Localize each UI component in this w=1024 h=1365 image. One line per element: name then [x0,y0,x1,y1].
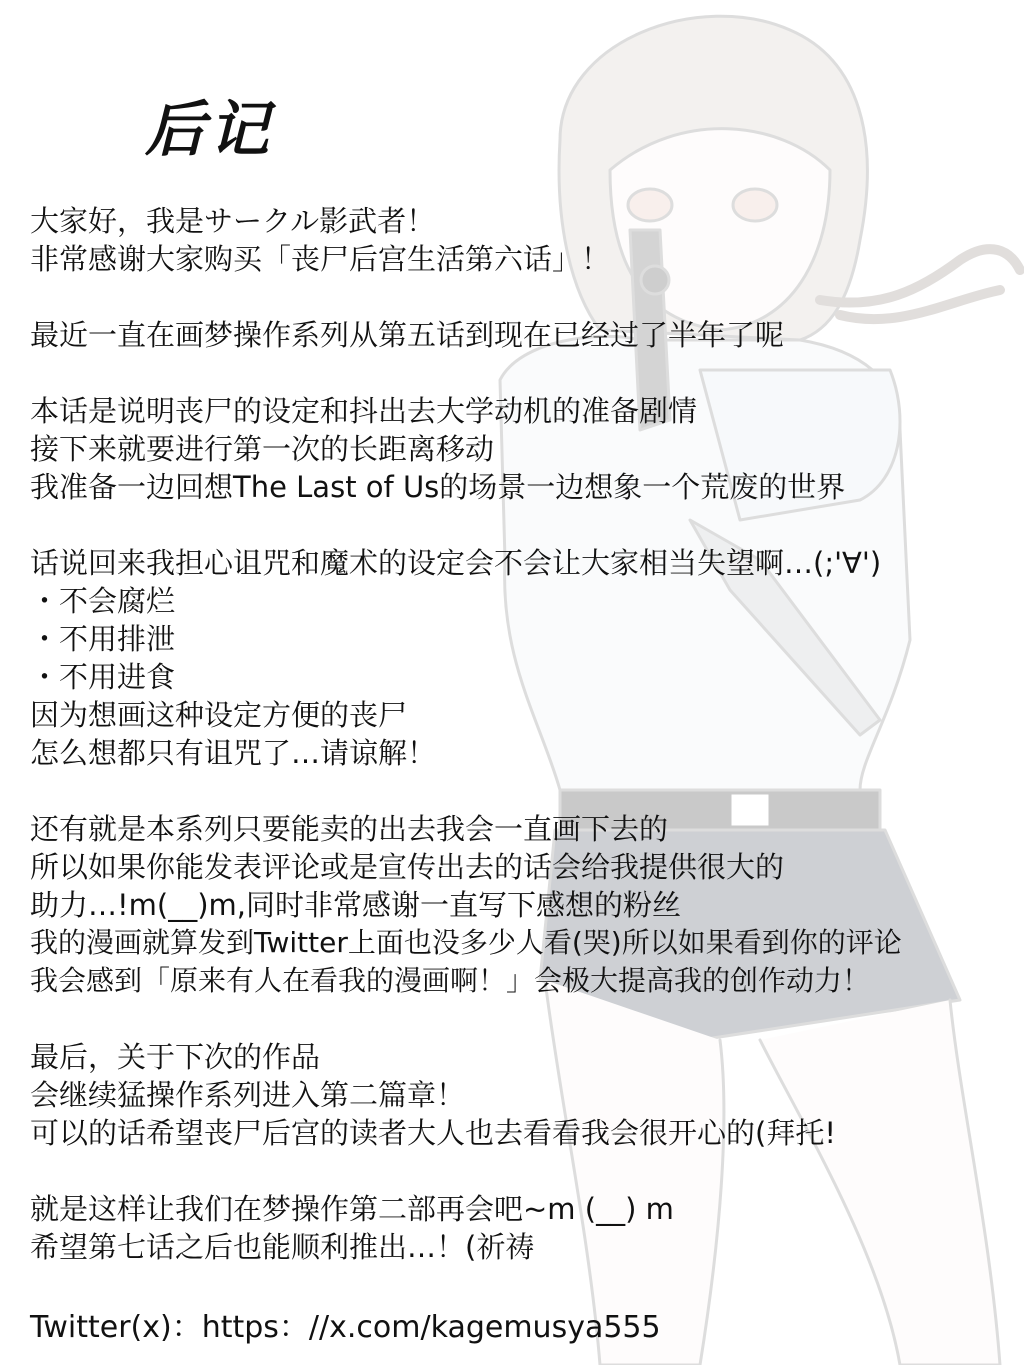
paragraph-spacer [30,506,1010,544]
text-line: 怎么想都只有诅咒了…请谅解！ [30,736,437,770]
page-title: 后记 [145,95,273,165]
text-line: 我会感到「原来有人在看我的漫画啊！」会极大提高我的创作动力！ [30,964,871,997]
paragraph-spacer [30,1152,1010,1190]
text-line: 会继续猛操作系列进入第二篇章！ [30,1078,466,1112]
text-line: 因为想画这种设定方便的丧尸 [30,698,408,732]
text-line: 最后，关于下次的作品 [30,1040,321,1074]
bullet-line: ・不会腐烂 [30,584,176,618]
paragraph-spacer [30,278,1010,316]
text-line: 助力…!m(__)m,同时非常感谢一直写下感想的粉丝 [30,888,681,922]
text-line: 可以的话希望丧尸后宫的读者大人也去看看我会很开心的(拜托! [30,1116,836,1150]
afterword-body [30,202,1010,1266]
twitter-link[interactable]: Twitter(x)：https：//x.com/kagemusya555 [30,1310,661,1345]
text-line: 大家好，我是サークル影武者！ [30,204,436,238]
text-line: 非常感谢大家购买「丧尸后宫生活第六话」！ [30,242,611,276]
text-line: 本话是说明丧尸的设定和抖出去大学动机的准备剧情 [30,394,698,428]
text-line: 最近一直在画梦操作系列从第五话到现在已经过了半年了呢 [30,318,785,352]
bullet-line: ・不用排泄 [30,622,176,656]
text-line: 还有就是本系列只要能卖的出去我会一直画下去的 [30,812,669,846]
text-line: 就是这样让我们在梦操作第二部再会吧~m (__) m [30,1192,674,1226]
text-line: 话说回来我担心诅咒和魔术的设定会不会让大家相当失望啊…(;'∀') [30,546,882,580]
paragraph-spacer [30,1000,1010,1038]
text-line: 所以如果你能发表评论或是宣传出去的话会给我提供很大的 [30,850,785,884]
text-line: 我的漫画就算发到Twitter上面也没多少人看(哭)所以如果看到你的评论 [30,926,902,959]
bullet-line: ・不用进食 [30,660,176,694]
text-line: 希望第七话之后也能顺利推出…！(祈祷 [30,1230,535,1264]
text-line: 我准备一边回想The Last of Us的场景一边想象一个荒废的世界 [30,470,846,504]
text-line: 接下来就要进行第一次的长距离移动 [30,432,495,466]
paragraph-spacer [30,354,1010,392]
paragraph-spacer [30,772,1010,810]
